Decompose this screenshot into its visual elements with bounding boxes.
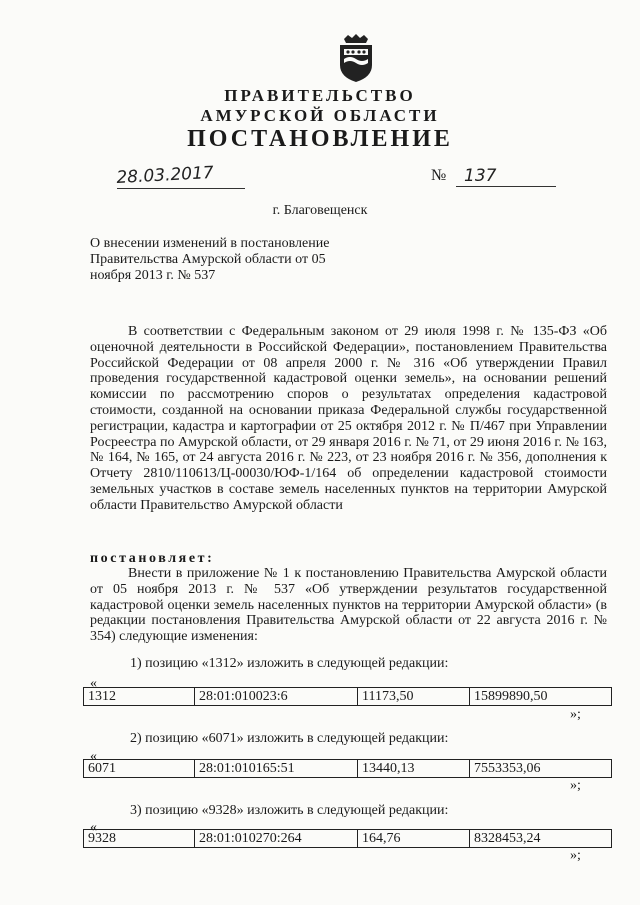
city: г. Благовещенск [272,203,368,218]
change-item-1: 1) позицию «1312» изложить в следующей редакции: [130,656,449,671]
cadastral-number: 28:01:010270:264 [195,830,358,848]
position-number: 6071 [84,760,195,778]
cadastral-value: 7553353,06 [470,760,612,778]
number-label: № [431,167,447,184]
number-field [456,164,556,187]
cadastral-value: 8328453,24 [470,830,612,848]
quote-open: « [90,749,97,764]
subject-heading: О внесении изменений в постановление Правительства Амурской области от 05 ноября 2013 г. № 537 [90,236,330,283]
coat-of-arms-icon [334,33,378,83]
specific-value: 13440,13 [358,760,470,778]
handwritten-date: 28.03.2017 [115,162,215,188]
position-number: 9328 [84,830,195,848]
decree-word: постановляет: [90,551,215,566]
handwritten-number: 137 [464,166,497,186]
position-table-1 [83,687,612,706]
quote-close: »; [570,707,581,722]
position-number: 1312 [84,688,195,706]
position-table-3 [83,829,612,848]
quote-open: « [90,820,97,835]
quote-close: »; [570,848,581,863]
government-title-line1: ПРАВИТЕЛЬСТВО [224,86,416,105]
quote-close: »; [570,778,581,793]
date-field [115,162,245,189]
change-paragraph: Внести в приложение № 1 к постановлению Правительства Амурской области от 05 ноября 2013 г. № 537 «Об утверждении результатов государственной кадастровой оценки земель населенных пунктов на территории Амурской области» (в редакции постановления Правительства Амурской области от 22 августа 2016 г. № 354) следующие изменения: [90,566,607,645]
position-table-2 [83,759,612,778]
change-item-2: 2) позицию «6071» изложить в следующей редакции: [130,731,449,746]
table-row [84,688,612,706]
preamble-paragraph: В соответствии с Федеральным законом от 29 июля 1998 г. № 135-ФЗ «Об оценочной деятельности в Российской Федерации», постановлением Правительства Российской Федерации от 08 апреля 2000 г. № 316 «Об утверждении Правил проведения государственной кадастровой оценки земель», на основании решений комиссии по рассмотрению споров о результатах определения кадастровой стоимости, созданной на основании приказа Федеральной службы государственной регистрации, кадастра и картографии от 25 октября 2012 г. № П/467 при Управлении Росреестра по Амурской области, от 29 января 2016 г. № 71, от 29 июня 2016 г. № 163, № 164, № 165, от 24 августа 2016 г. № 223, от 23 ноября 2016 г. № 356, дополнения к Отчету 2810/110613/Ц-00030/ЮФ-1/164 об определении кадастровой стоимости земельных участков в составе земель населенных пунктов на территории Амурской области Правительство Амурской области [90,324,607,513]
document-type: ПОСТАНОВЛЕНИЕ [187,126,453,152]
specific-value: 11173,50 [358,688,470,706]
change-item-3: 3) позицию «9328» изложить в следующей редакции: [130,803,449,818]
government-title-line2: АМУРСКОЙ ОБЛАСТИ [200,106,440,125]
cadastral-number: 28:01:010165:51 [195,760,358,778]
quote-open: « [90,676,97,691]
specific-value: 164,76 [358,830,470,848]
table-row [84,830,612,848]
table-row [84,760,612,778]
cadastral-value: 15899890,50 [470,688,612,706]
cadastral-number: 28:01:010023:6 [195,688,358,706]
